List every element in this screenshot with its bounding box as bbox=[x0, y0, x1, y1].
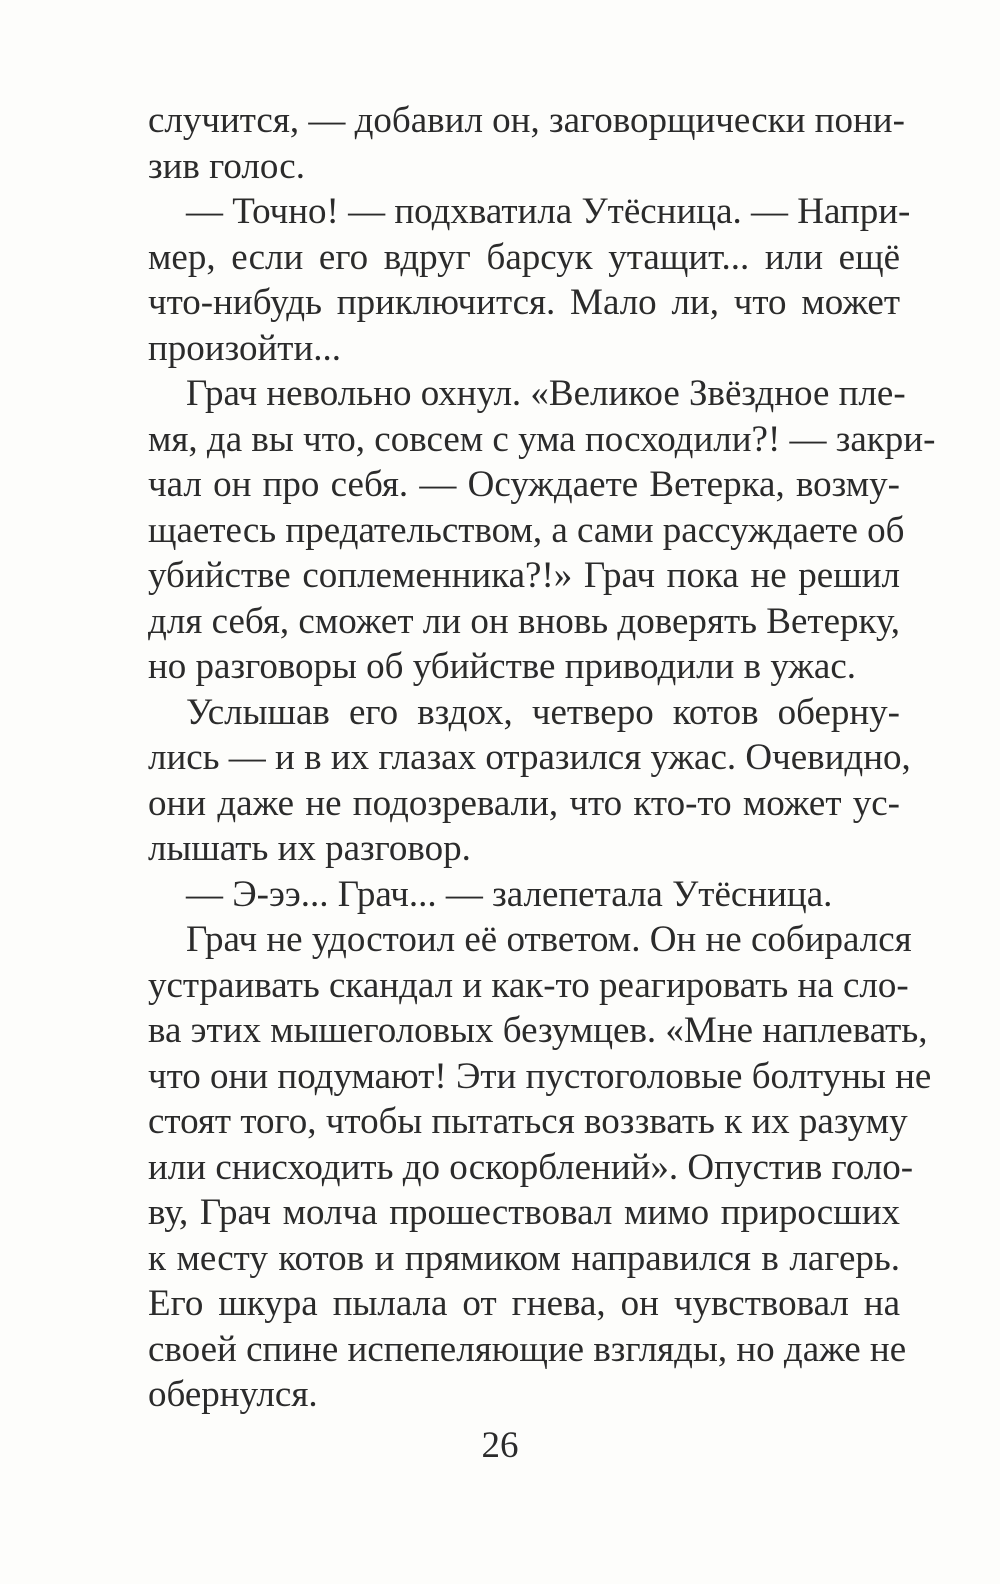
text-line: ва этих мышеголовых безумцев. «Мне наплевать, bbox=[148, 1010, 928, 1051]
text-line: что-нибудь приключится. Мало ли, что может bbox=[148, 282, 900, 323]
text-line: устраивать скандал и как-то реагировать на сло- bbox=[148, 964, 909, 1006]
text-line: но разговоры об убийстве приводили в ужас. bbox=[148, 646, 856, 687]
text-line: что они подумают! Эти пустоголовые болтуны не bbox=[148, 1055, 932, 1097]
text-line: — Э-ээ... Грач... — залепетала Утёсница. bbox=[186, 873, 833, 915]
text-line: Грач невольно охнул. «Великое Звёздное пле- bbox=[186, 373, 906, 414]
text-line: чал он про себя. — Осуждаете Ветерка, возму- bbox=[148, 464, 900, 505]
text-line: — Точно! — подхватила Утёсница. — Напри- bbox=[186, 191, 911, 232]
text-line: Грач не удостоил её ответом. Он не собирался bbox=[186, 919, 912, 960]
body-text bbox=[148, 98, 936, 1418]
text-line: или снисходить до оскорблений». Опустив голо- bbox=[148, 1146, 914, 1188]
text-line: щаетесь предательством, а сами рассуждаете об bbox=[148, 509, 905, 551]
text-line: они даже не подозревали, что кто-то может ус- bbox=[148, 782, 900, 824]
text-line: Услышав его вздох, четверо котов оберну- bbox=[186, 691, 900, 733]
page-number: 26 bbox=[481, 1425, 519, 1466]
text-line: лышать их разговор. bbox=[148, 828, 471, 869]
text-line: для себя, сможет ли он вновь доверять Ветерку, bbox=[148, 600, 900, 642]
text-line: случится, — добавил он, заговорщически пони- bbox=[148, 100, 905, 141]
text-line: убийстве соплеменника?!» Грач пока не решил bbox=[148, 555, 900, 596]
text-line: мер, если его вдруг барсук утащит... или ещё bbox=[148, 236, 900, 278]
text-line: к месту котов и прямиком направился в лагерь. bbox=[148, 1237, 900, 1279]
text-line: произойти... bbox=[148, 327, 342, 369]
text-line: зив голос. bbox=[148, 145, 305, 187]
text-line: обернулся. bbox=[148, 1374, 318, 1415]
text-line: своей спине испепеляющие взгляды, но даже не bbox=[148, 1328, 907, 1370]
text-line: стоят того, чтобы пытаться воззвать к их разуму bbox=[148, 1101, 908, 1142]
text-line: лись — и в их глазах отразился ужас. Очевидно, bbox=[148, 737, 911, 778]
text-line: мя, да вы что, совсем с ума посходили?! — закри- bbox=[148, 418, 936, 460]
text-line: ву, Грач молча прошествовал мимо приросших bbox=[148, 1192, 900, 1233]
text-line: Его шкура пылала от гнева, он чувствовал на bbox=[148, 1283, 900, 1324]
